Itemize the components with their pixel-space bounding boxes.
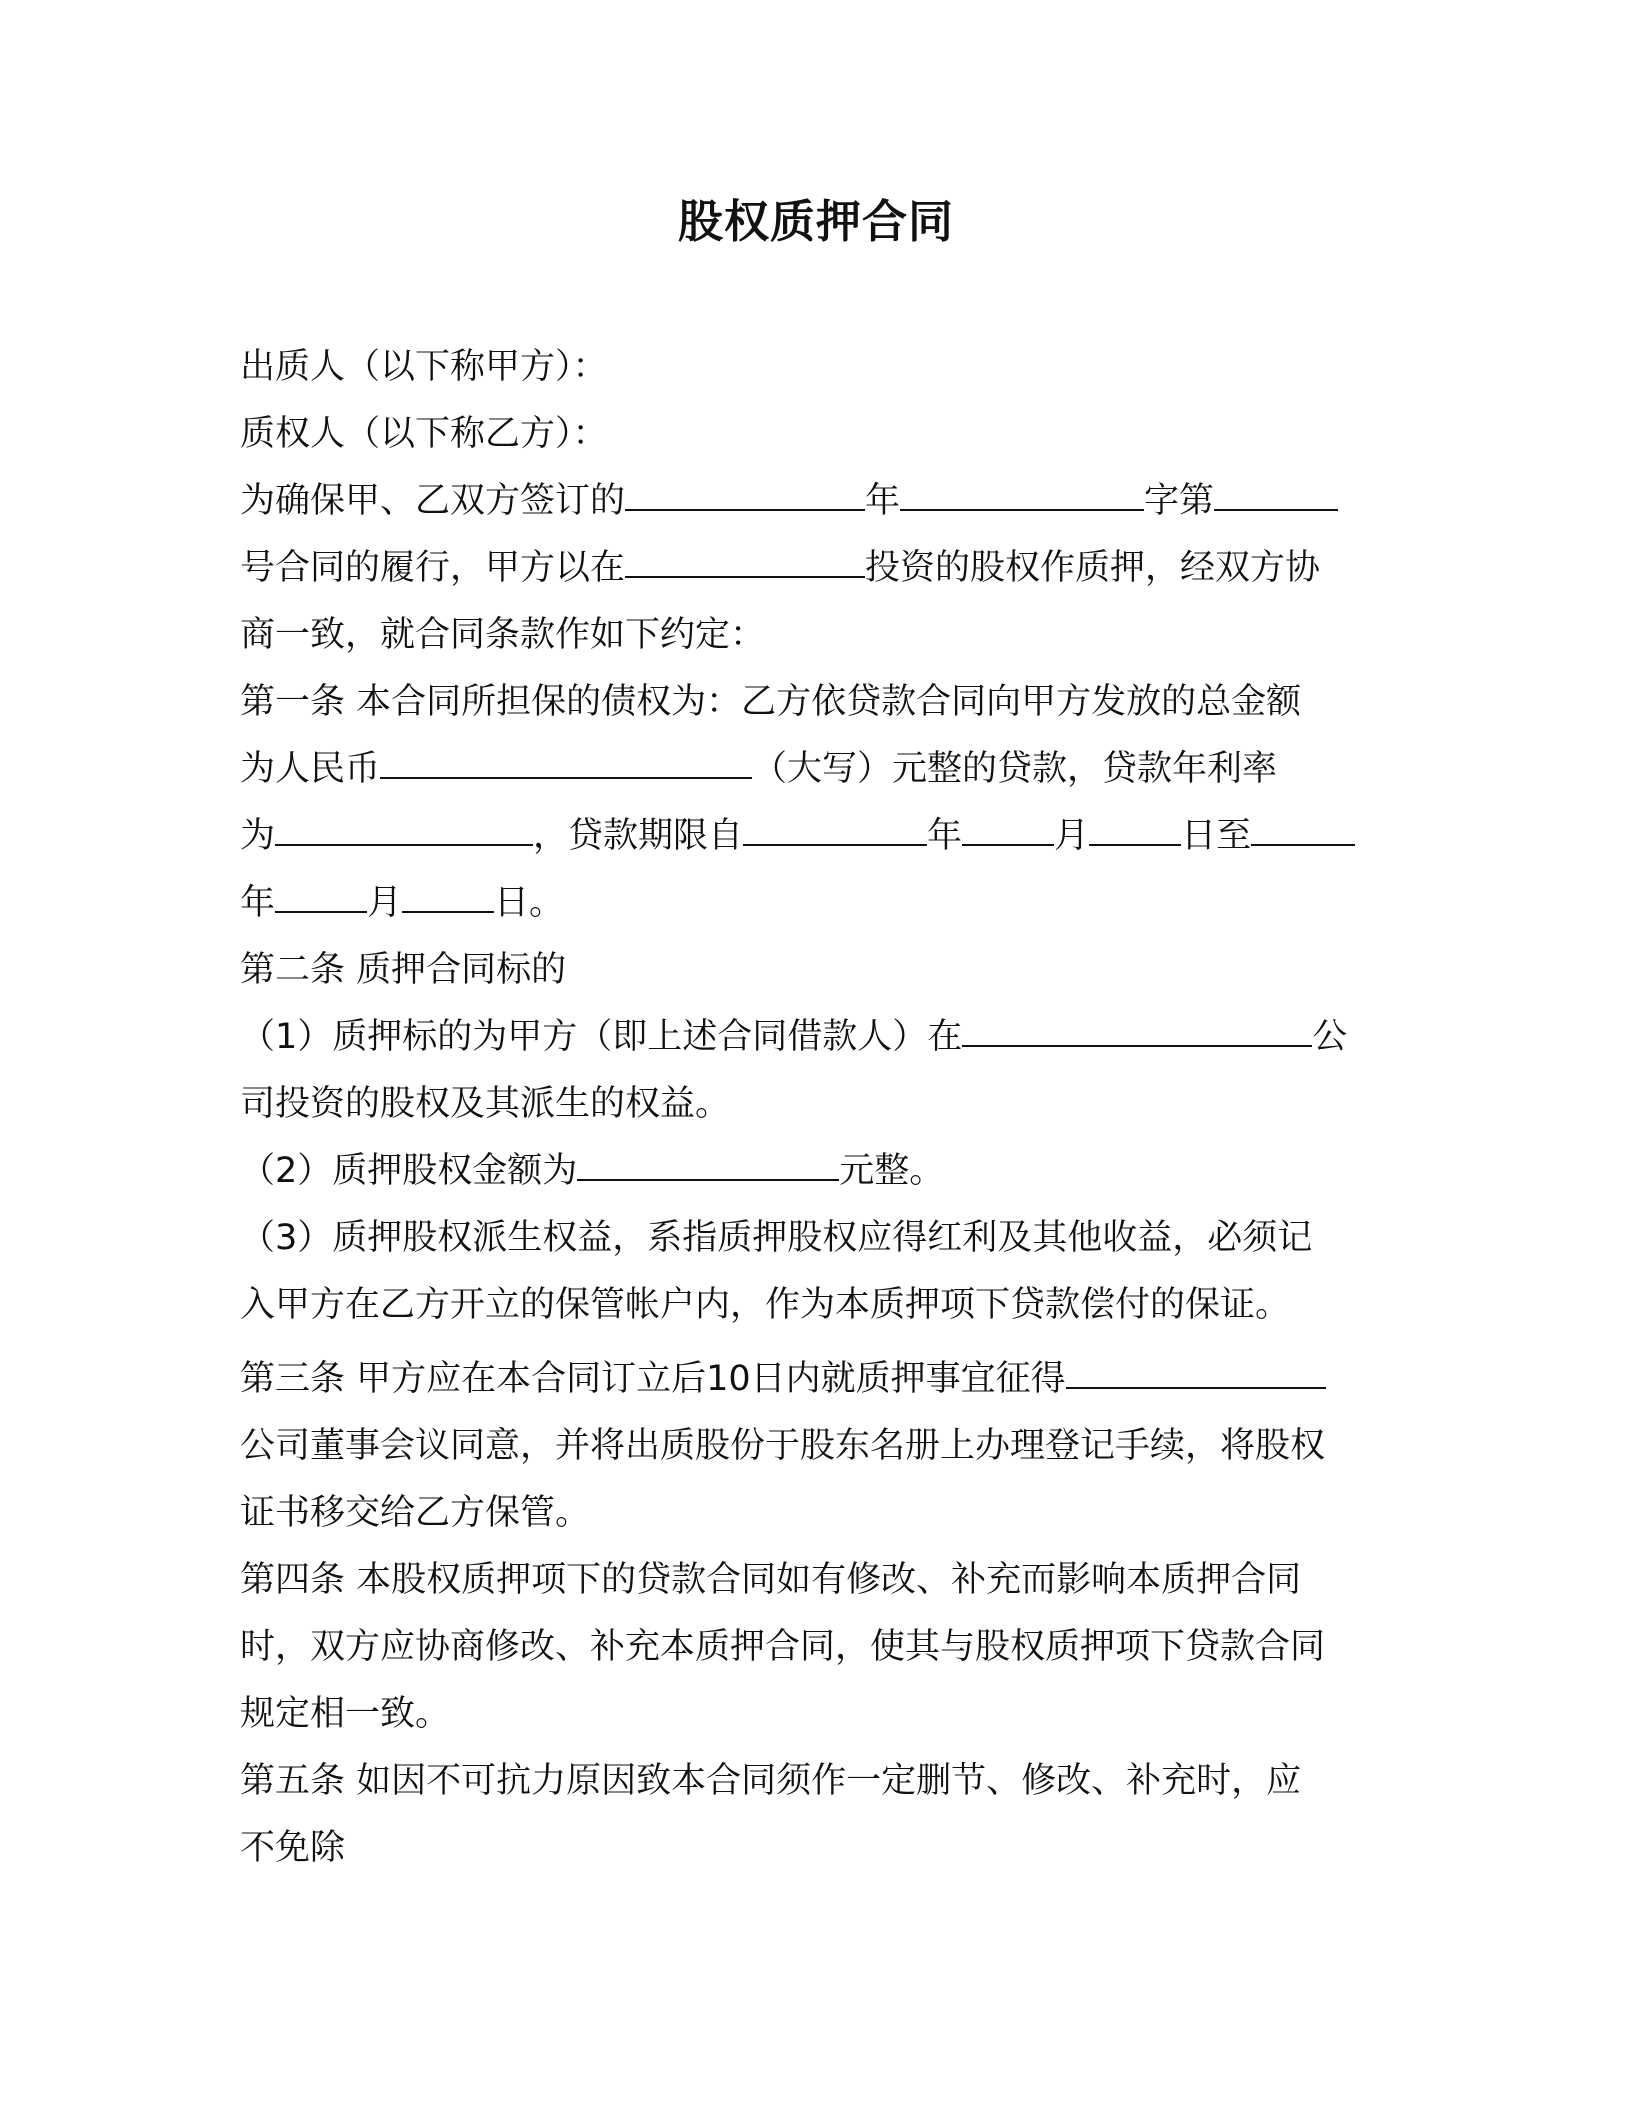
month-label: 月	[367, 883, 403, 923]
article-3-text: 证书移交给乙方保管。	[240, 1493, 591, 1533]
article-2-item-1-line-1	[240, 1009, 1347, 1065]
article-3-text: 第三条 甲方应在本合同订立后10日内就质押事宜征得	[240, 1359, 1066, 1399]
article-2-item-3-line-1	[240, 1210, 1312, 1266]
year-label: 年	[865, 481, 901, 521]
article-4-line-3	[240, 1686, 450, 1742]
year-label: 年	[927, 816, 963, 856]
article-2-item-3-line-2	[240, 1277, 1290, 1333]
article-1-line-3	[240, 808, 1355, 864]
article-2-item-2	[240, 1143, 944, 1199]
preamble-line-1	[240, 473, 1338, 529]
start-day-blank[interactable]	[1089, 808, 1181, 846]
article-1-text: 第一条 本合同所担保的债权为：乙方依贷款合同向甲方发放的总金额	[240, 682, 1302, 722]
article-4-text: 规定相一致。	[240, 1694, 451, 1734]
pledge-amount-blank[interactable]	[577, 1143, 839, 1181]
article-2-text: 元整。	[839, 1151, 945, 1191]
preamble-line-2	[240, 540, 1320, 596]
start-month-blank[interactable]	[962, 808, 1054, 846]
article-2-heading	[240, 942, 566, 998]
code-label: 字第	[1144, 481, 1215, 521]
article-2-item-1-line-2	[240, 1076, 730, 1132]
article-4-line-2	[240, 1619, 1325, 1675]
pledgee-label: 质权人（以下称乙方）：	[240, 414, 608, 454]
article-4-line-1	[240, 1552, 1301, 1608]
pledgee-line	[240, 406, 608, 462]
article-3-line-3	[240, 1485, 590, 1541]
end-day-blank[interactable]	[402, 875, 494, 913]
article-2-text: 第二条 质押合同标的	[240, 950, 567, 990]
preamble-line-3	[240, 607, 765, 663]
article-2-text: 入甲方在乙方开立的保管帐户内，作为本质押项下贷款偿付的保证。	[240, 1285, 1291, 1325]
article-2-text: （1）质押标的为甲方（即上述合同借款人）在	[240, 1017, 963, 1057]
article-5-text: 第五条 如因不可抗力原因致本合同须作一定删节、修改、补充时，应	[240, 1761, 1302, 1801]
preamble-text: 为确保甲、乙双方签订的	[240, 481, 626, 521]
article-1-line-2	[240, 741, 1277, 797]
article-2-text: 司投资的股权及其派生的权益。	[240, 1084, 731, 1124]
preamble-text: 号合同的履行，甲方以在	[240, 548, 626, 588]
article-1-text: （大写）元整的贷款，贷款年利率	[752, 749, 1278, 789]
pledgor-line	[240, 339, 608, 395]
article-5-line-2	[240, 1820, 345, 1876]
board-company-blank[interactable]	[1066, 1351, 1326, 1389]
article-1-line-1	[240, 674, 1301, 730]
pledge-company-blank[interactable]	[962, 1009, 1312, 1047]
article-2-text: （2）质押股权金额为	[240, 1151, 578, 1191]
pledgor-label: 出质人（以下称甲方）：	[240, 347, 608, 387]
article-4-text: 第四条 本股权质押项下的贷款合同如有修改、补充而影响本质押合同	[240, 1560, 1302, 1600]
article-3-text: 公司董事会议同意，并将出质股份于股东名册上办理登记手续，将股权	[240, 1426, 1326, 1466]
article-1-text: 为人民币	[240, 749, 381, 789]
contract-code-blank[interactable]	[900, 473, 1144, 511]
preamble-text: 投资的股权作质押，经双方协	[865, 548, 1321, 588]
article-3-line-2	[240, 1418, 1325, 1474]
article-3-line-1	[240, 1351, 1326, 1407]
interest-rate-blank[interactable]	[275, 808, 533, 846]
loan-amount-blank[interactable]	[380, 741, 752, 779]
article-5-line-1	[240, 1753, 1301, 1809]
end-month-blank[interactable]	[275, 875, 367, 913]
contract-number-blank[interactable]	[1214, 473, 1338, 511]
article-2-text: （3）质押股权派生权益，系指质押股权应得红利及其他收益，必须记	[240, 1218, 1313, 1258]
article-5-text: 不免除	[240, 1828, 346, 1868]
day-to-label: 日至	[1181, 816, 1252, 856]
month-label: 月	[1054, 816, 1090, 856]
article-4-text: 时，双方应协商修改、补充本质押合同，使其与股权质押项下贷款合同	[240, 1627, 1326, 1667]
document-title: 股权质押合同	[677, 195, 954, 248]
article-1-line-4	[240, 875, 564, 931]
invested-company-blank[interactable]	[625, 540, 865, 578]
article-2-text: 公	[1312, 1017, 1348, 1057]
preamble-text: 商一致，就合同条款作如下约定：	[240, 615, 766, 655]
article-1-text: ，贷款期限自	[533, 816, 744, 856]
day-label: 日。	[494, 883, 565, 923]
contract-year-blank[interactable]	[625, 473, 865, 511]
article-1-text: 为	[240, 816, 276, 856]
end-year-blank[interactable]	[1251, 808, 1355, 846]
year-label: 年	[240, 883, 276, 923]
start-year-blank[interactable]	[743, 808, 927, 846]
